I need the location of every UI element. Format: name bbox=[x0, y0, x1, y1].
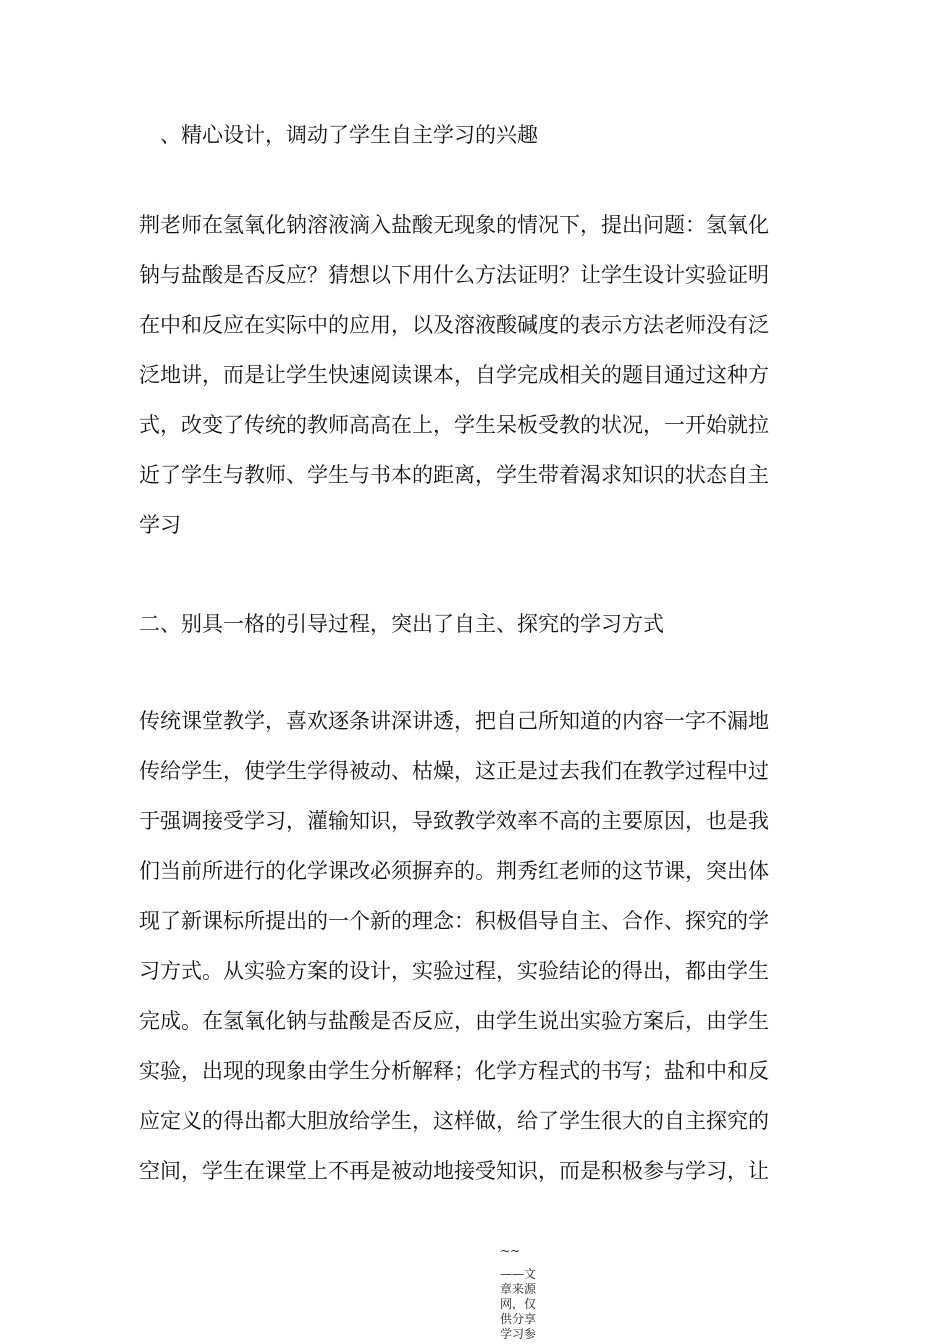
section-heading-2: 二、别具一格的引导过程，突出了自主、探究的学习方式 bbox=[139, 612, 664, 636]
paragraph-line: 传统课堂教学，喜欢逐条讲深讲透，把自己所知道的内容一字不漏地 bbox=[139, 709, 769, 733]
footer-line: 章来源 bbox=[500, 1282, 537, 1296]
paragraph-line: 泛地讲，而是让学生快速阅读课本，自学完成相关的题目通过这种方 bbox=[139, 363, 769, 387]
paragraph-line: 传给学生，使学生学得被动、枯燥，这正是过去我们在教学过程中过 bbox=[139, 759, 769, 783]
footer-spacer bbox=[500, 1259, 550, 1267]
footer-line: 供分享 bbox=[500, 1312, 537, 1326]
paragraph-line: 完成。在氢氧化钠与盐酸是否反应，由学生说出实验方案后，由学生 bbox=[139, 1009, 769, 1033]
paragraph-line: 习方式。从实验方案的设计，实验过程，实验结论的得出，都由学生 bbox=[139, 959, 769, 983]
paragraph-line: 荆老师在氢氧化钠溶液滴入盐酸无现象的情况下，提出问题：氢氧化 bbox=[139, 213, 769, 237]
section-1-paragraph bbox=[139, 200, 829, 550]
paragraph-line: 钠与盐酸是否反应？猜想以下用什么方法证明？让学生设计实验证明 bbox=[139, 263, 769, 287]
paragraph-line: 现了新课标所提出的一个新的理念：积极倡导自主、合作、探究的学 bbox=[139, 909, 769, 933]
paragraph-line: 实验，出现的现象由学生分析解释；化学方程式的书写；盐和中和反 bbox=[139, 1059, 769, 1083]
page-footer bbox=[500, 1244, 550, 1342]
footer-line: ——文 bbox=[500, 1267, 537, 1281]
paragraph-line: 应定义的得出都大胆放给学生，这样做，给了学生很大的自主探究的 bbox=[139, 1109, 769, 1133]
section-2-paragraph bbox=[139, 696, 829, 1196]
paragraph-line: 于强调接受学习，灌输知识，导致教学效率不高的主要原因，也是我 bbox=[139, 809, 769, 833]
paragraph-line: 在中和反应在实际中的应用，以及溶液酸碱度的表示方法老师没有泛 bbox=[139, 313, 769, 337]
footer-line: 学习参 bbox=[500, 1327, 537, 1341]
footer-line: 网，仅 bbox=[500, 1297, 537, 1311]
paragraph-line: 们当前所进行的化学课改必须摒弃的。荆秀红老师的这节课，突出体 bbox=[139, 859, 769, 883]
paragraph-line: 式，改变了传统的教师高高在上，学生呆板受教的状况，一开始就拉 bbox=[139, 413, 769, 437]
paragraph-line: 学习 bbox=[139, 513, 181, 537]
paragraph-line: 近了学生与教师、学生与书本的距离，学生带着渴求知识的状态自主 bbox=[139, 463, 769, 487]
paragraph-line: 空间，学生在课堂上不再是被动地接受知识，而是积极参与学习，让 bbox=[139, 1159, 769, 1183]
footer-mark: ~~ bbox=[500, 1244, 521, 1258]
section-heading-1: 、精心设计，调动了学生自主学习的兴趣 bbox=[160, 123, 538, 147]
